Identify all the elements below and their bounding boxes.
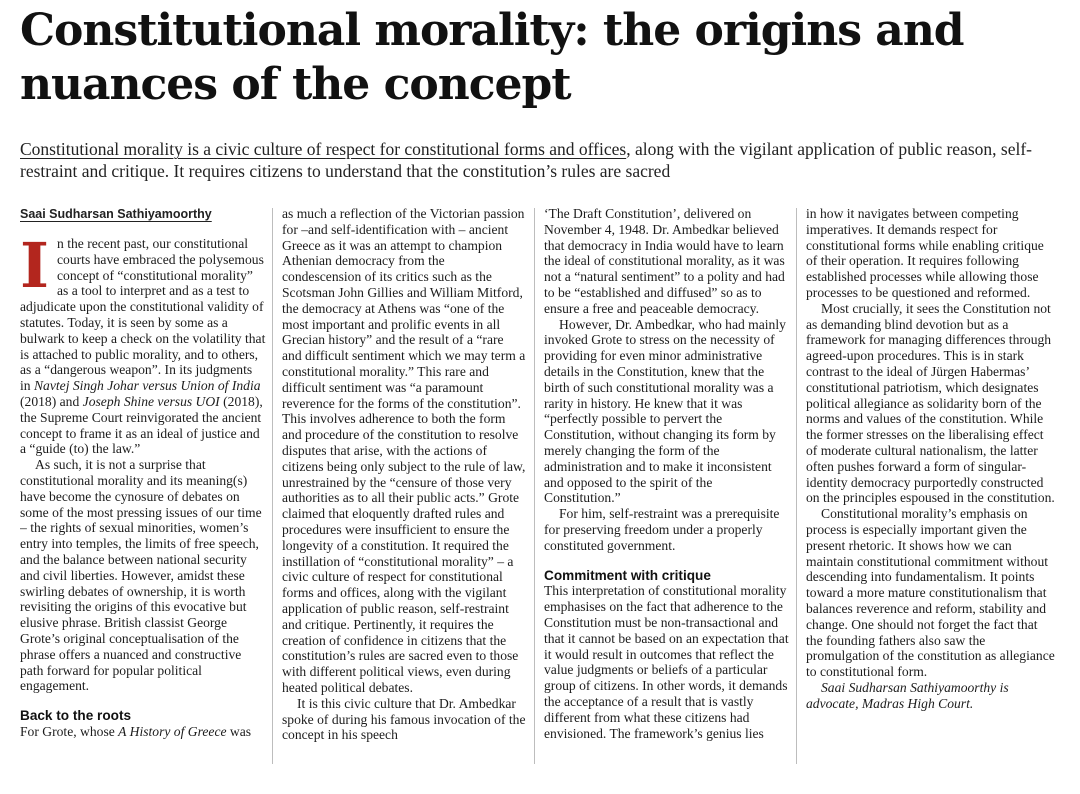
subheading: Back to the roots: [20, 708, 132, 724]
paragraph: It is this civic culture that Dr. Ambedkar spoke of during his famous invocation of the concept in his speech: [282, 695, 526, 743]
headline: Constitutional morality: the origins and nuances of the concept: [20, 5, 964, 110]
paragraph: As such, it is not a surprise that constitutional morality and its meaning(s) have become the cynosure of debates on some of the most pressing issues of our time – the rights of sexual minorities, women’s entry into temples, the limits of free speech, and the balance between national security and civil liberties. However, amidst these swirling debates of ownership, it is worth revisiting the origins of this evocative but elusive phrase. British classist George Grote’s original conceptualisation of the phrase offers a nuanced and constructive path forward for popular political engagement.: [20, 457, 262, 694]
text-run: (2018), the Supreme Court reinvigorated the ancient concept to frame it as an ideal of justice and a “guide (to) the law.”: [20, 393, 263, 457]
author-signoff: Saai Sudharsan Sathiyamoorthy is advocate, Madras High Court.: [806, 679, 1009, 711]
article-column-4: [806, 206, 1056, 786]
column-divider: [796, 208, 797, 764]
article-column-3: [544, 206, 790, 786]
article-column-1: [20, 206, 266, 786]
text-run: n the recent past, our constitutional courts have embraced the polysemous concept of “constitutional morality” as a tool to interpret and as a test to adjudicate upon the constitutional validity of statutes. Today, it is seen by some as a bulwark to keep a check on the volatility that is attached to public morality, and to others, as a “dangerous weapon”. In its judgments in: [20, 236, 266, 394]
subheading: Commitment with critique: [544, 567, 711, 583]
text-run: (2018) and: [20, 393, 83, 409]
case-name: Joseph Shine versus UOI: [82, 393, 220, 409]
paragraph: in how it navigates between competing imperatives. It demands respect for constitutional forms while enabling critique of their operation. It requires following established processes while allowing those processes to be questioned and reformed.: [806, 206, 1044, 300]
paragraph: This interpretation of constitutional morality emphasises on the fact that adherence to the Constitution must be non-transactional and that it cannot be based on an expectation that it would result in outcomes that reflect the value judgments or beliefs of a particular group of citizens. In other words, it demands the acceptance of a result that is vastly different from what these citizens had envisioned. The framework’s genius lies: [544, 583, 789, 741]
book-title: A History of Greece: [118, 723, 227, 739]
standfirst: [20, 138, 1065, 182]
standfirst-underlined: Constitutional morality is a civic culture of respect for constitutional forms and offices: [20, 139, 627, 159]
paragraph: [20, 724, 266, 740]
paragraph: Most crucially, it sees the Constitution not as demanding blind devotion but as a framework for managing differences through agreed-upon procedures. This is in stark contrast to the ideal of Jürgen Habermas’ constitutional patriotism, which designates political allegiance as solidarity born of the norms and values of the constitution. While the former stresses on the liberalising effect of moderate cultural nationalism, the latter often pushes forward a form of singular-identity democracy purportedly constructed on the principles espoused in the constitution.: [806, 300, 1055, 506]
paragraph: [20, 229, 266, 457]
case-name: Navtej Singh Johar versus Union of India: [33, 378, 261, 394]
paragraph: For him, self-restraint was a prerequisite for preserving freedom under a properly constituted government.: [544, 506, 780, 553]
article-column-2: [282, 206, 526, 786]
paragraph: Constitutional morality’s emphasis on process is especially important given the present rhetoric. It shows how we can maintain constitutional commitment without descending into fundamentalism. It points toward a more mature constitutionalism that balances reverence and reform, stability and change. One should not forget the fact that the founding fathers also saw the promulgation of the constitution as allegiance to constitutional form.: [806, 506, 1055, 680]
column-divider: [534, 208, 535, 764]
paragraph: ‘The Draft Constitution’, delivered on November 4, 1948. Dr. Ambedkar believed that democracy in India would have to learn the ideal of constitutional morality, as it was not a “natural sentiment” to a polity and had to be “established and diffused” so as to ensure a free and peaceable democracy.: [544, 206, 785, 316]
paragraph: as much a reflection of the Victorian passion for –and self-identification with – ancient Greece as it was an attempt to champion Athenian democracy from the condescension of its critics such as the Scotsman John Gillies and William Mitford, the democracy at Athens was “one of the most important and prolific events in all Grecian history” and the result of a “rare and difficult sentiment which we may term a constitutional morality.” This rare and difficult sentiment was “a paramount reverence for the forms of the constitution”. This involves adherence to both the form and procedure of the constitution to resolve disputes that arise, with the actions of citizens being only subject to the rule of law, unrestrained by the “censure of those very authorities as to all their public acts.” Grote claimed that eloquently drafted rules and procedures were insufficient to ensure the longevity of a constitution. It required the instillation of “constitutional morality” – a civic culture of respect for constitutional forms and offices, along with the vigilant application of public reason, self-restraint and critique. Pertinently, it requires the creation of confidence in citizens that the constitution’s rules are sacred even to those with different political views, even during heated political debates.: [282, 206, 526, 695]
text-run: was: [226, 723, 252, 739]
byline: Saai Sudharsan Sathiyamoorthy: [20, 207, 212, 221]
drop-cap: I: [20, 229, 50, 302]
standfirst-rest: , along with the vigilant application of public reason, self-restraint and critique. It requires citizens to understand that the constitution’s rules are sacred: [20, 139, 1033, 181]
paragraph: However, Dr. Ambedkar, who had mainly invoked Grote to stress on the necessity of providing for even minor administrative details in the Constitution, knew that the birth of such constitutional morality was a rarity in history. He knew that it was “perfectly possible to pervert the Constitution, without changing its form by merely changing the form of the administration and to make it inconsistent and opposed to the spirit of the Constitution.”: [544, 316, 786, 506]
text-run: For Grote, whose: [20, 723, 119, 739]
column-divider: [272, 208, 273, 764]
